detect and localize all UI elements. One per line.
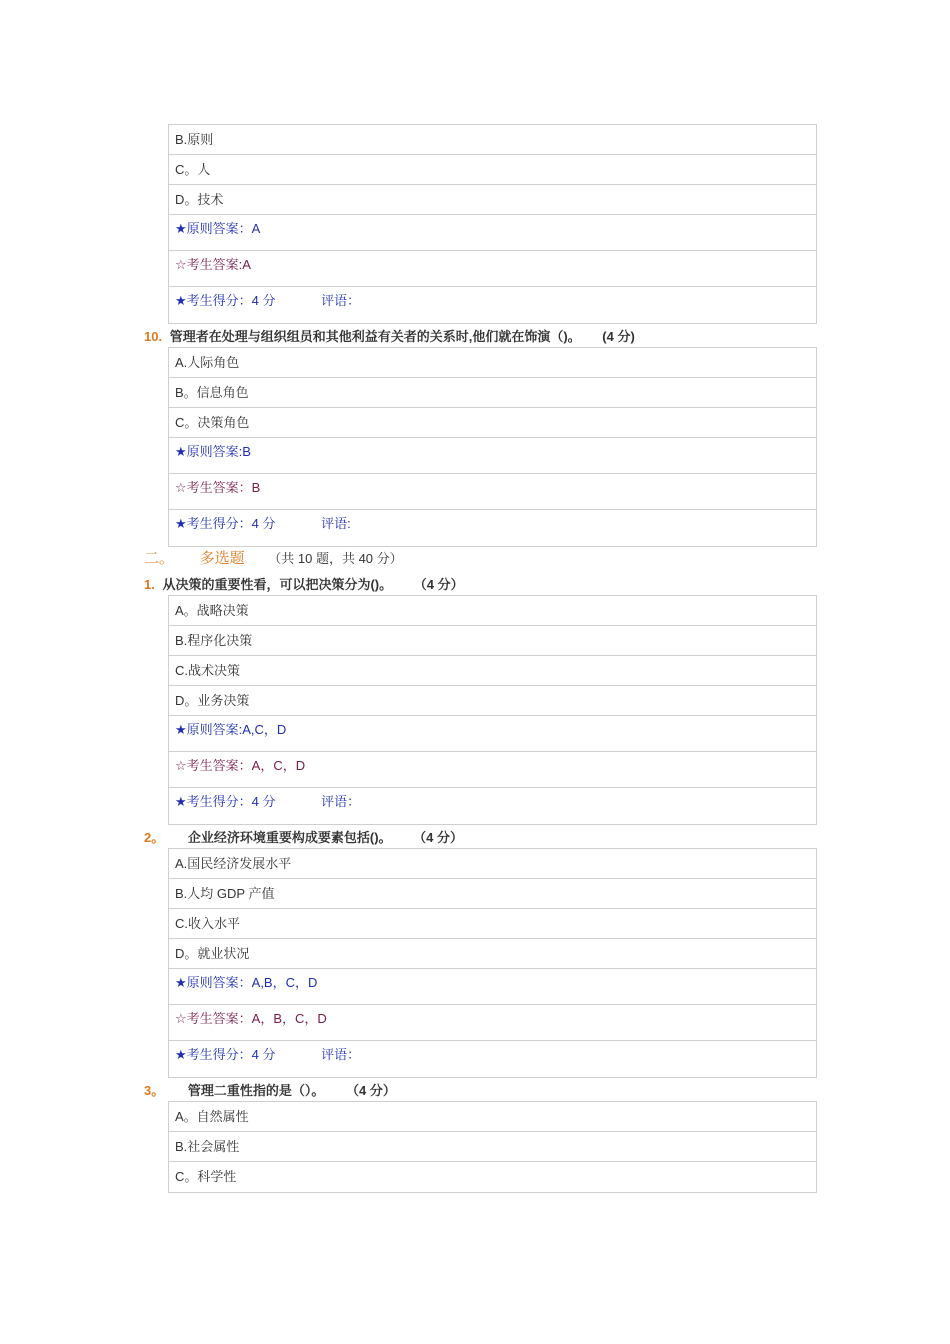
q10-comment: 评语: — [321, 516, 351, 531]
section-title: 多选题 — [199, 550, 245, 567]
m3-option-c: C。科学性 — [175, 1169, 237, 1184]
m1-text: 从决策的重要性看，可以把决策分为()。 — [162, 577, 393, 592]
section-info: （共 10 题，共 40 分） — [268, 551, 403, 566]
m2-option-a: A.国民经济发展水平 — [169, 849, 816, 879]
q10-option-c: C。决策角色 — [169, 408, 816, 438]
q10-option-a: A.人际角色 — [169, 348, 816, 378]
m1-option-c: C.战术决策 — [169, 656, 816, 686]
section-number: 二。 — [144, 550, 175, 567]
q10-question — [144, 326, 635, 345]
m2-score: ★考生得分：4 分 — [175, 1047, 276, 1062]
q10-points: (4 分) — [602, 329, 635, 344]
section-header — [144, 548, 403, 570]
m3-points: （4 分） — [346, 1083, 396, 1098]
q9-standard-answer: ★原则答案：A — [169, 215, 816, 251]
m1-option-d: D。业务决策 — [169, 686, 816, 716]
q9-student-answer: ☆考生答案:A — [169, 251, 816, 287]
m2-number: 2。 — [144, 830, 165, 845]
m2-student-answer: ☆考生答案：A，B，C，D — [169, 1005, 816, 1041]
m1-option-b: B.程序化决策 — [169, 626, 816, 656]
m3-number: 3。 — [144, 1083, 165, 1098]
m1-score: ★考生得分：4 分 — [175, 794, 276, 809]
m1-standard-answer: ★原则答案:A,C，D — [169, 716, 816, 752]
m2-points: （4 分） — [413, 830, 463, 845]
m1-table — [168, 595, 817, 825]
q10-student-answer: ☆考生答案：B — [169, 474, 816, 510]
m1-question — [144, 574, 464, 593]
m3-question — [144, 1080, 396, 1099]
q10-number: 10. — [144, 329, 163, 344]
q9-table — [168, 124, 817, 324]
q10-score: ★考生得分：4 分 — [175, 516, 276, 531]
q10-score-row — [169, 510, 816, 546]
m2-question — [144, 827, 463, 846]
m2-option-c: C.收入水平 — [169, 909, 816, 939]
m2-standard-answer: ★原则答案：A,B，C，D — [169, 969, 816, 1005]
m3-table — [168, 1101, 817, 1193]
m1-score-row — [169, 788, 816, 824]
m2-option-b: B.人均 GDP 产值 — [169, 879, 816, 909]
m1-comment: 评语： — [321, 794, 361, 809]
m2-comment: 评语： — [321, 1047, 361, 1062]
q10-text: 管理者在处理与组织组员和其他利益有关者的关系时,他们就在饰演（)。 — [169, 329, 581, 344]
q9-option-b: B.原则 — [169, 125, 816, 155]
q9-comment: 评语： — [321, 293, 361, 308]
m2-text: 企业经济环境重要构成要素包括()。 — [187, 830, 392, 845]
q9-option-d: D。技术 — [169, 185, 816, 215]
q9-score-row — [169, 287, 816, 323]
q9-score: ★考生得分：4 分 — [175, 293, 276, 308]
m3-option-b: B.社会属性 — [169, 1132, 816, 1162]
m1-number: 1. — [144, 577, 155, 592]
m1-student-answer: ☆考生答案：A，C，D — [169, 752, 816, 788]
q10-table — [168, 347, 817, 547]
m1-option-a: A。战略决策 — [169, 596, 816, 626]
m2-table — [168, 848, 817, 1078]
q10-standard-answer: ★原则答案:B — [169, 438, 816, 474]
m3-option-a: A。自然属性 — [169, 1102, 816, 1132]
m2-score-row — [169, 1041, 816, 1077]
m1-points: （4 分） — [413, 577, 464, 592]
q10-option-b: B。信息角色 — [169, 378, 816, 408]
m2-option-d: D。就业状况 — [169, 939, 816, 969]
q9-option-c: C。人 — [169, 155, 816, 185]
m3-text: 管理二重性指的是（）。 — [187, 1083, 325, 1098]
